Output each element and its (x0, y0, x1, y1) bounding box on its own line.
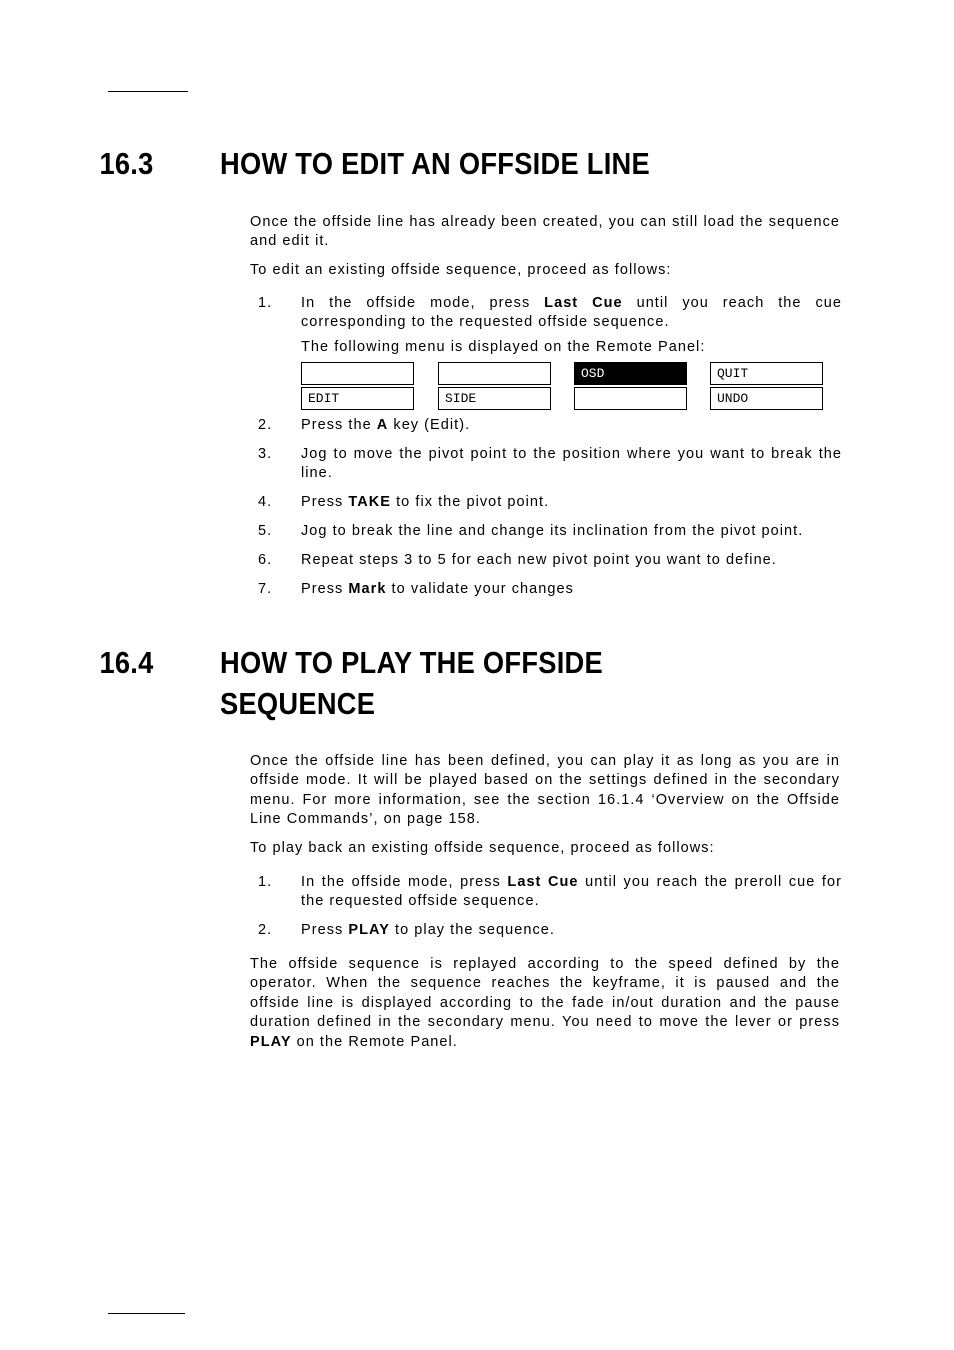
closing-paragraph: The offside sequence is replayed according to the speed defined by the operator. When the sequence reaches the keyframe, it is paused and the offside line is displayed according to the fade in/out duration and the pause duration defined in the secondary menu. You need to move the lever or press PLAY on the Remote Panel. (250, 956, 840, 1050)
step-text: Press Mark to validate your changes (301, 581, 574, 597)
step-number: 1. (258, 295, 273, 311)
footer-rule (108, 1313, 185, 1314)
step-text: In the offside mode, press Last Cue until you reach the cue corresponding to the requested offside sequence. (301, 295, 842, 331)
menu-cell-edit: EDIT (301, 387, 414, 410)
key-label: Mark (348, 581, 387, 597)
section-number: 16.3 (99, 146, 154, 181)
menu-cell-quit: QUIT (710, 362, 823, 385)
intro-paragraph: Once the offside line has been defined, you can play it as long as you are in offside mode. It will be played based on the settings defined in the secondary menu. For more information, see the section 16.1.4 ‘Overview on the Offside Line Commands’, on page 158. (250, 753, 840, 828)
menu-cell-top-1 (301, 362, 414, 385)
section-heading-16-4 (0, 643, 840, 725)
step-text: In the offside mode, press Last Cue until you reach the preroll cue for the requested offside sequence. (301, 874, 843, 910)
step-text: Repeat steps 3 to 5 for each new pivot point you want to define. (301, 552, 777, 568)
intro-paragraph: Once the offside line has already been created, you can still load the sequence and edit it. (250, 214, 840, 250)
section-number: 16.4 (99, 645, 154, 680)
section-title: HOW TO EDIT AN OFFSIDE LINE (220, 146, 650, 181)
key-label: Last Cue (544, 295, 623, 311)
key-label: TAKE (348, 494, 392, 510)
section-title-line-2: SEQUENCE (220, 686, 376, 721)
step-text: Jog to move the pivot point to the position where you want to break the line. (301, 446, 842, 482)
step-text: Jog to break the line and change its inclination from the pivot point. (301, 523, 804, 539)
step-number: 2. (258, 922, 273, 938)
lead-paragraph: To play back an existing offside sequence, proceed as follows: (250, 840, 715, 856)
header-rule (108, 91, 188, 92)
menu-caption: The following menu is displayed on the Remote Panel: (301, 339, 706, 355)
key-label: A (376, 417, 389, 433)
step-number: 1. (258, 874, 273, 890)
key-label: PLAY (348, 922, 390, 938)
step-number: 3. (258, 446, 273, 462)
key-label: Last Cue (507, 874, 579, 890)
step-number: 2. (258, 417, 273, 433)
step-number: 4. (258, 494, 273, 510)
step-number: 7. (258, 581, 273, 597)
menu-cell-undo: UNDO (710, 387, 823, 410)
section-title-line-1: HOW TO PLAY THE OFFSIDE (220, 645, 603, 680)
menu-cell-top-2 (438, 362, 551, 385)
menu-cell-osd: OSD (574, 362, 687, 385)
lead-paragraph: To edit an existing offside sequence, proceed as follows: (250, 262, 672, 278)
menu-cell-side: SIDE (438, 387, 551, 410)
step-number: 6. (258, 552, 273, 568)
step-text: Press TAKE to fix the pivot point. (301, 494, 550, 510)
key-label: PLAY (250, 1033, 292, 1050)
step-text: Press the A key (Edit). (301, 417, 471, 433)
step-number: 5. (258, 523, 273, 539)
step-text: Press PLAY to play the sequence. (301, 922, 555, 938)
menu-cell-bottom-3 (574, 387, 687, 410)
